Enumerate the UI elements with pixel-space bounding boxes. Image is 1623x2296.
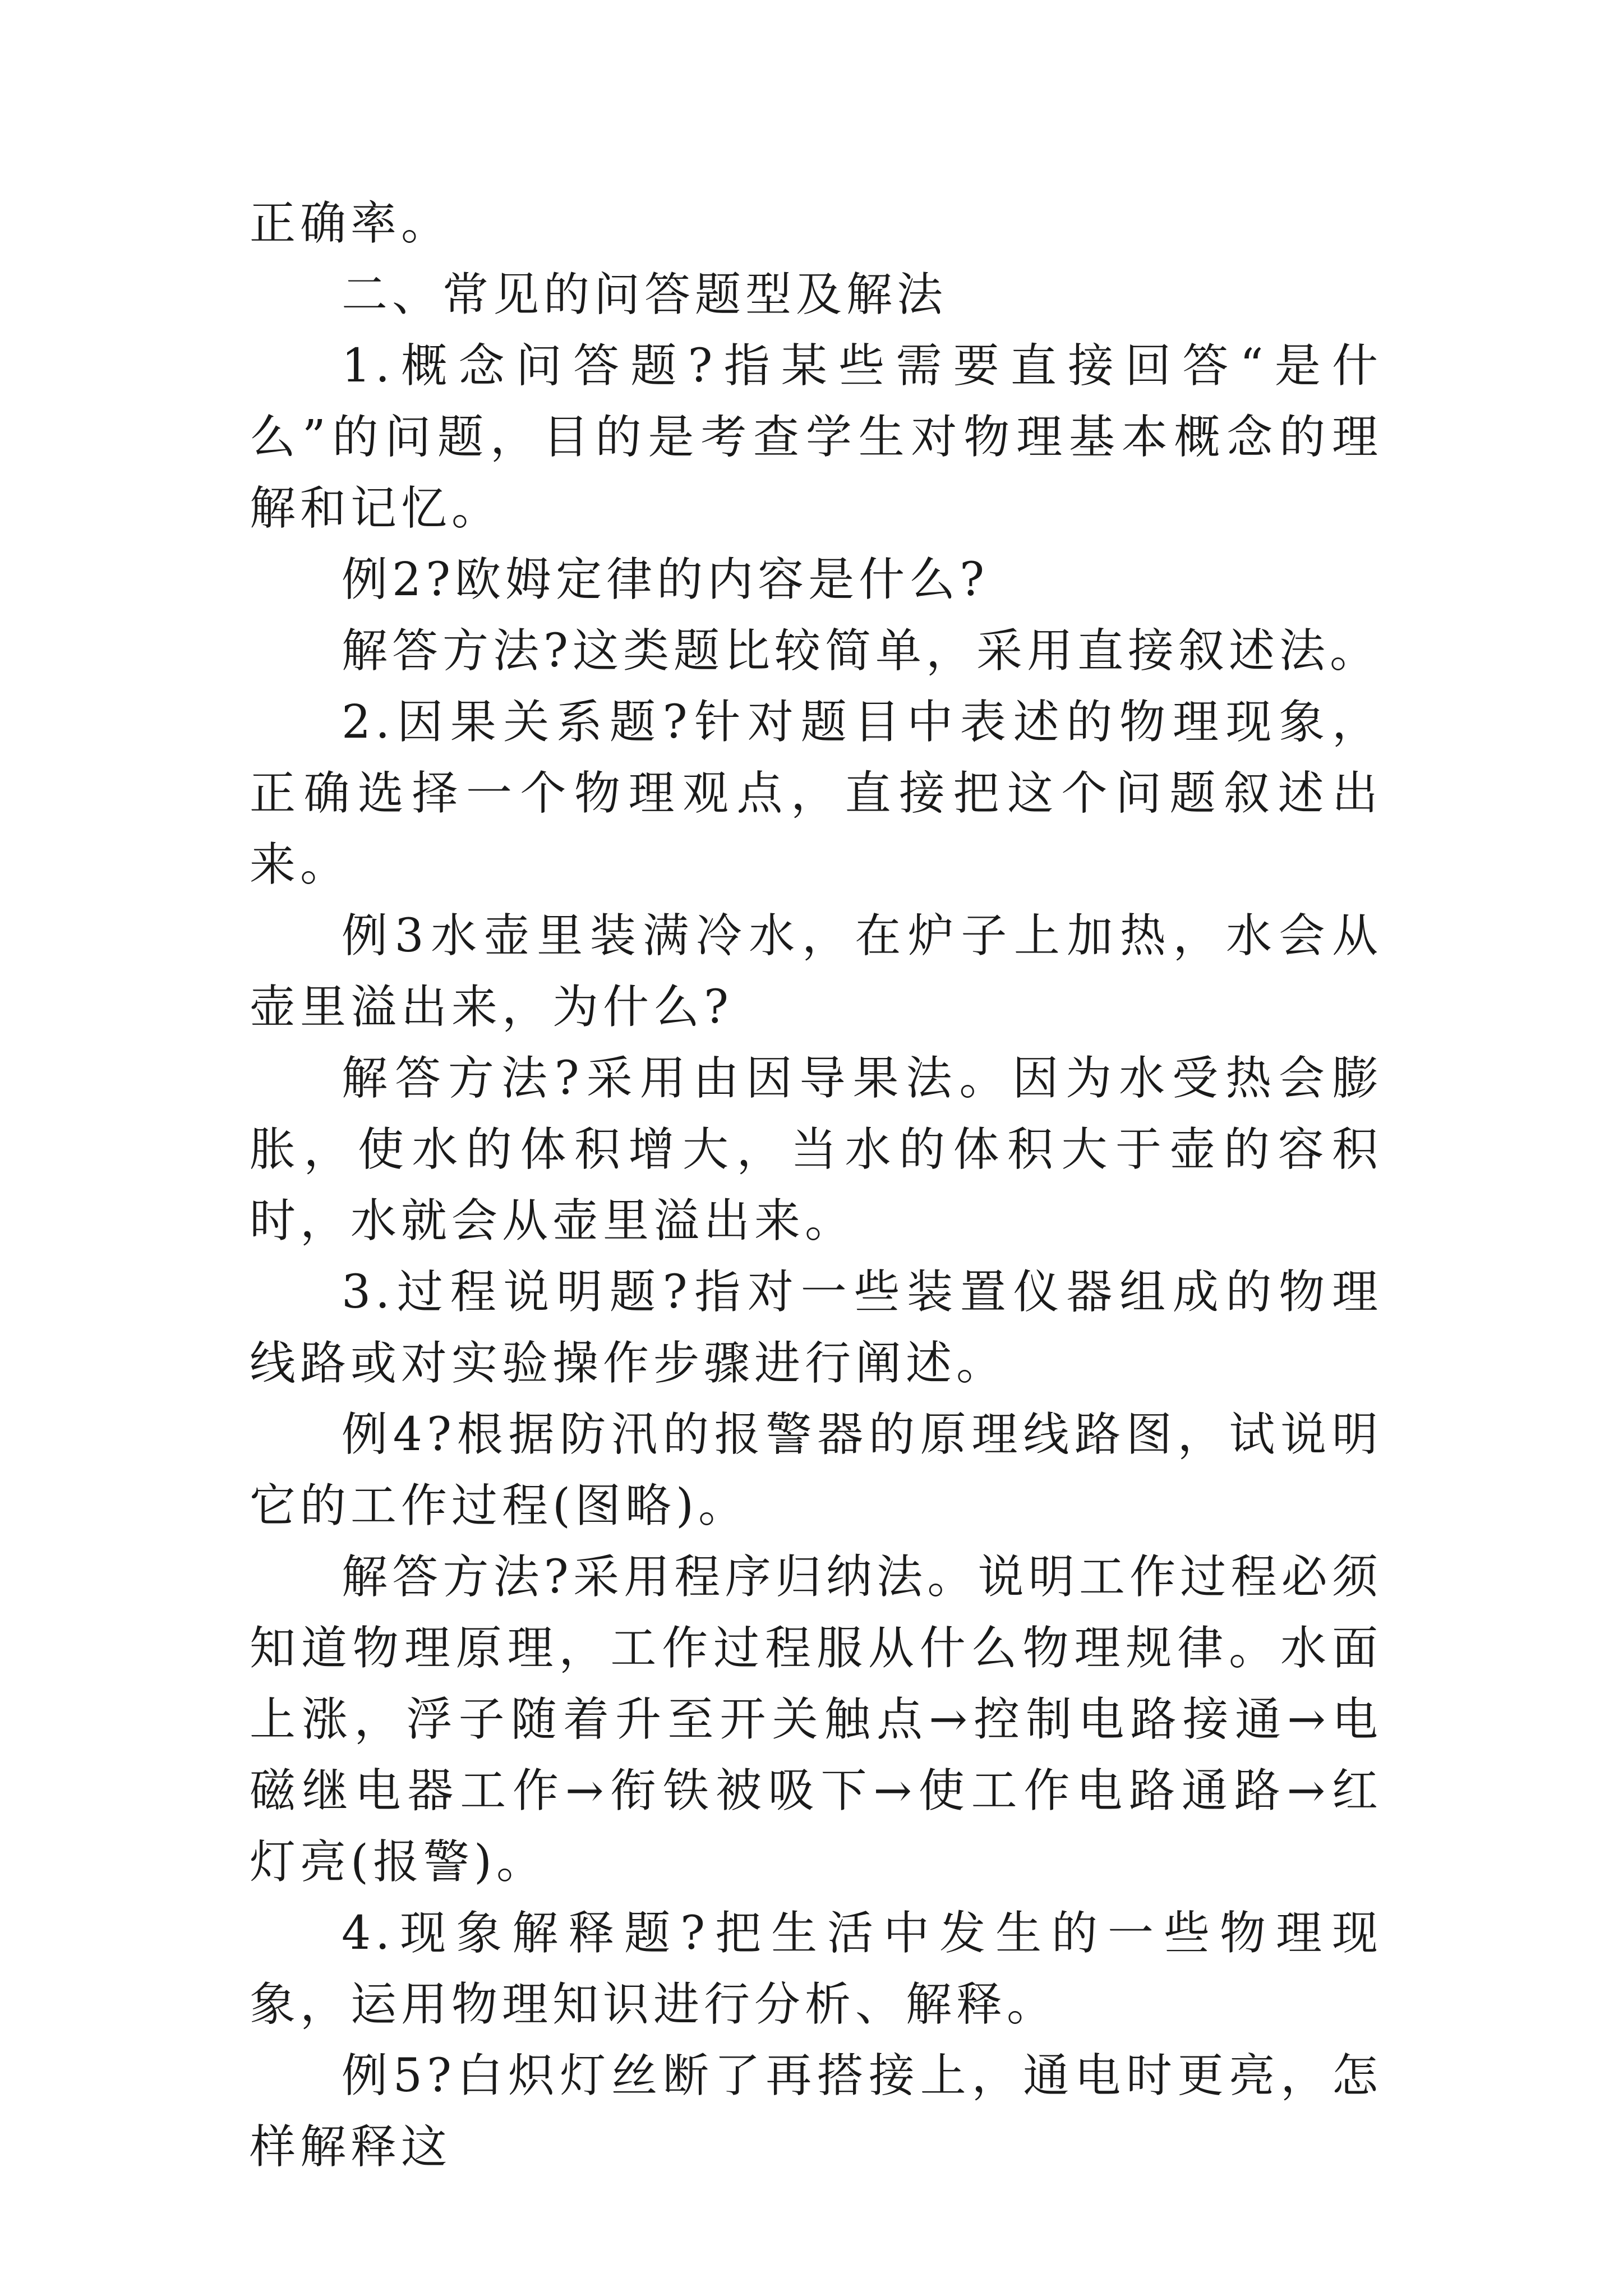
paragraph-example-4: 例4?根据防汛的报警器的原理线路图，试说明它的工作过程(图略)。 [250,1408,1382,1533]
paragraph-process-question: 3.过程说明题?指对一些装置仪器组成的物理线路或对实验操作步骤进行阐述。 [250,1266,1382,1390]
paragraph-answer-method-3: 解答方法?采用程序归纳法。说明工作过程必须知道物理原理，工作过程服从什么物理规律。水面上涨，浮子随着升至开关触点→控制电路接通→电磁继电器工作→衔铁被吸下→使工作电路通路→红灯亮(报警)。 [250,1550,1382,1889]
paragraph-example-3: 例3水壶里装满冷水，在炉子上加热，水会从壶里溢出来，为什么? [250,909,1382,1034]
paragraph-example-2: 例2?欧姆定律的内容是什么? [342,553,989,606]
paragraph-phenomenon-question: 4.现象解释题?把生活中发生的一些物理现象，运用物理知识进行分析、解释。 [250,1907,1382,2031]
paragraph-answer-method-1: 解答方法?这类题比较简单，采用直接叙述法。 [342,624,1380,678]
document-body [250,188,1382,2183]
paragraph-example-5: 例5?白炽灯丝断了再搭接上，通电时更亮，怎样解释这 [250,2049,1382,2174]
paragraph-answer-method-2: 解答方法?采用由因导果法。因为水受热会膨胀，使水的体积增大，当水的体积大于壶的容积时，水就会从壶里溢出来。 [250,1052,1382,1248]
paragraph-continuation: 正确率。 [250,197,452,250]
section-heading: 二、常见的问答题型及解法 [342,268,948,321]
paragraph-cause-effect-question: 2.因果关系题?针对题目中表述的物理现象，正确选择一个物理观点，直接把这个问题叙述出来。 [250,696,1382,891]
paragraph-concept-question: 1.概念问答题?指某些需要直接回答“是什么”的问题，目的是考查学生对物理基本概念的理解和记忆。 [250,339,1382,535]
